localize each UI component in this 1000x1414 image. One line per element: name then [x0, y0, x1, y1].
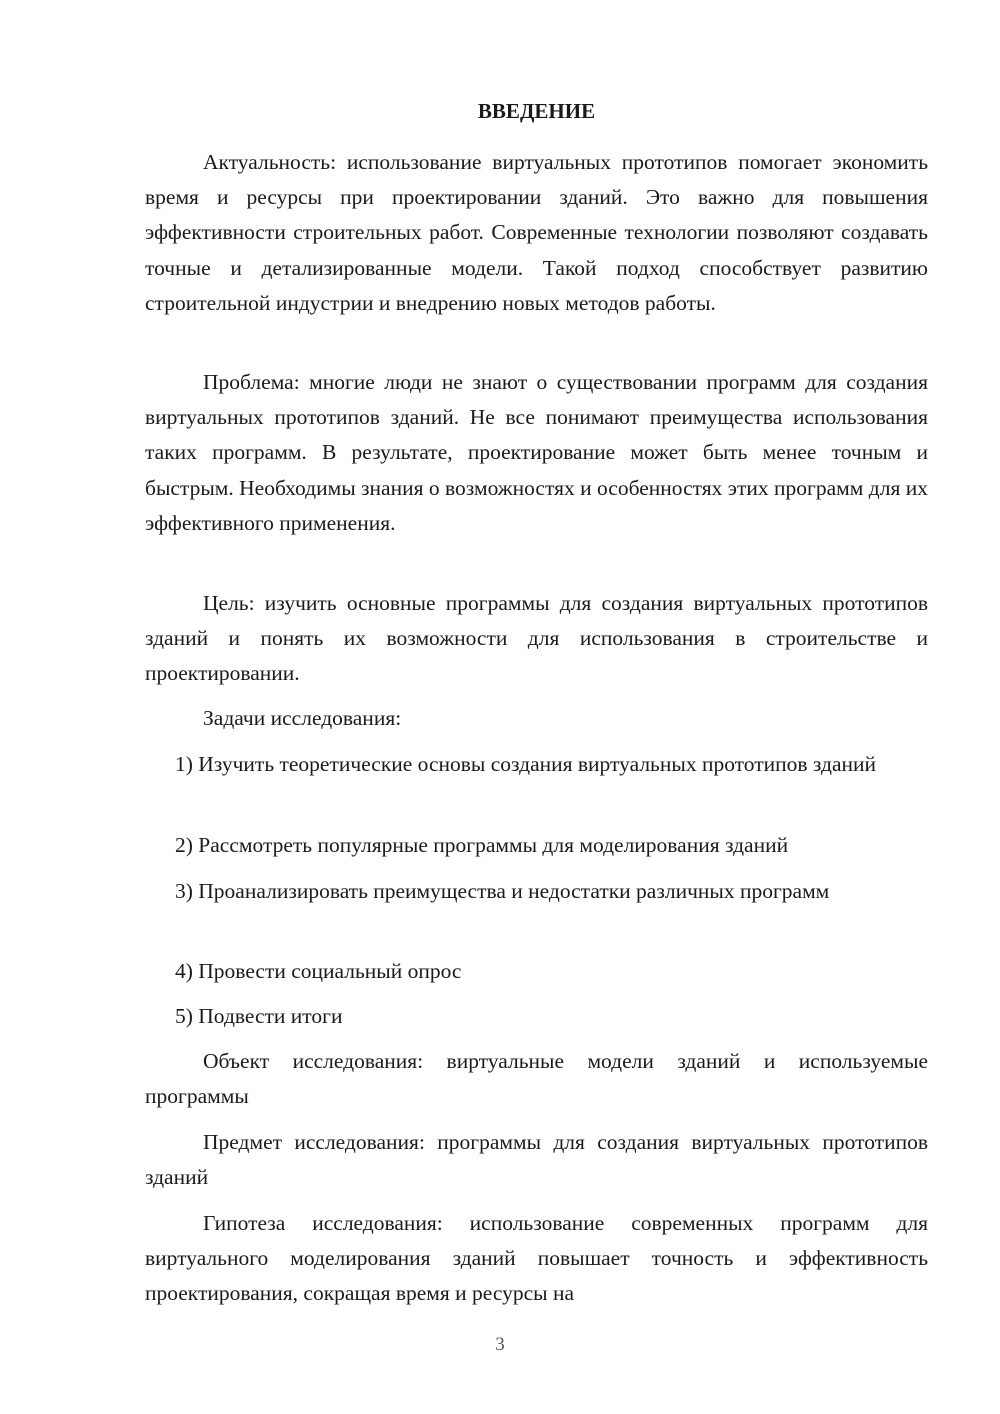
task-item-4: 4) Провести социальный опрос [175, 959, 462, 983]
task-item-5: 5) Подвести итоги [175, 1004, 343, 1028]
page-title: ВВЕДЕНИЕ [477, 99, 596, 123]
paragraph-subject: Предмет исследования: программы для создания виртуальных прототипов зданий [145, 1130, 928, 1190]
paragraph-relevance: Актуальность: использование виртуальных прототипов помогает экономить время и ресурсы при проектировании зданий. Это важно для повышения эффективности строительных работ. Современные технологии позволяют создавать точные и детализированные модели. Такой подход способствует развитию строительной индустрии и внедрению новых методов работы. [145, 150, 928, 315]
page-number: 3 [495, 1334, 505, 1355]
paragraph-object: Объект исследования: виртуальные модели зданий и используемые программы [145, 1049, 928, 1109]
paragraph-problem: Проблема: многие люди не знают о существовании программ для создания виртуальных прототипов зданий. Не все понимают преимущества использования таких программ. В результате, проектирование может быть менее точным и быстрым. Необходимы знания о возможностях и особенностях этих программ для их эффективного применения. [145, 370, 928, 535]
task-item-2: 2) Рассмотреть популярные программы для моделирования зданий [175, 833, 789, 857]
task-item-3: 3) Проанализировать преимущества и недостатки различных программ [175, 879, 830, 903]
paragraph-hypothesis: Гипотеза исследования: использование современных программ для виртуального моделирования зданий повышает точность и эффективность проектирования, сокращая время и ресурсы на [145, 1211, 928, 1306]
tasks-heading: Задачи исследования: [203, 706, 402, 730]
paragraph-goal: Цель: изучить основные программы для создания виртуальных прототипов зданий и понять их возможности для использования в строительстве и проектировании. [145, 591, 928, 686]
task-item-1: 1) Изучить теоретические основы создания виртуальных прототипов зданий [175, 752, 877, 776]
